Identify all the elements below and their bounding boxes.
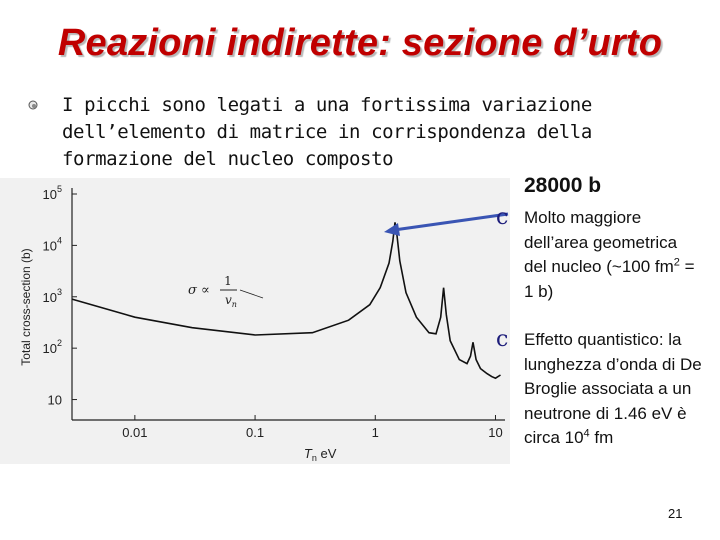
slide-title: Reazioni indirette: sezione d’urto	[57, 22, 663, 64]
y-tick-label: 10	[47, 392, 62, 408]
list-item-text: Effetto quantistico: la lunghezza d’onda di De Broglie associata a un neutrone di 1.46 eV è circa $10^4$ fm	[524, 330, 702, 447]
bullet-icon: c	[496, 327, 509, 352]
main-bullet-text: I picchi sono legati a una fortissima variazione dell’elemento di matrice in corrispondenza della formazione del nucleo composto	[62, 94, 592, 170]
y-tick-label: $10^2$	[42, 338, 62, 357]
x-tick-label: 0.1	[246, 425, 265, 440]
bullet-icon	[28, 100, 38, 110]
y-tick-label: $10^3$	[42, 286, 62, 305]
bullet-icon: c	[496, 205, 509, 230]
peak-value: 28000 b	[524, 174, 602, 197]
annotation-numerator: 1	[224, 274, 232, 288]
y-tick-label: $10^4$	[42, 235, 62, 254]
page-number: 21	[668, 506, 683, 521]
y-tick-label: $10^5$	[42, 184, 62, 202]
y-axis-label: Total cross-section (b)	[19, 248, 33, 366]
x-axis-label: $T_n$ eV	[303, 446, 337, 463]
x-tick-label: 0.01	[122, 425, 148, 440]
x-tick-label: 10	[488, 425, 503, 440]
annotation-denominator: $v_n$	[225, 293, 237, 309]
annotation-sigma: σ ∝	[188, 283, 210, 298]
list-item-text: Molto maggiore dell’area geometrica del nucleo (~100 $fm^2 = 1$ b)	[524, 208, 695, 301]
x-tick-label: 1	[371, 425, 379, 440]
